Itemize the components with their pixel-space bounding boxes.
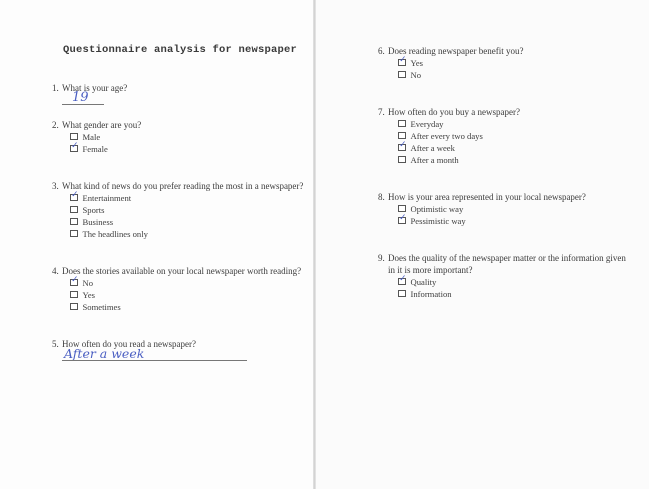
- option-benefit-no[interactable]: No: [398, 70, 421, 81]
- question-9: 9. Does the quality of the newspaper matter or the information given: [378, 253, 626, 263]
- checkbox-business[interactable]: [70, 218, 78, 226]
- checkbox-sports[interactable]: [70, 206, 78, 214]
- checkbox-after-a-week[interactable]: [398, 139, 407, 152]
- option-female[interactable]: ✓ Female: [71, 140, 108, 154]
- option-everyday[interactable]: Everyday: [398, 119, 443, 130]
- checkbox-after-a-month[interactable]: [398, 156, 406, 164]
- page-fold: [313, 0, 316, 489]
- option-after-a-week[interactable]: ✓ After a week: [399, 139, 455, 153]
- checkbox-female[interactable]: [70, 140, 79, 153]
- checkbox-benefit-yes[interactable]: [398, 54, 407, 67]
- right-page: [316, 0, 649, 489]
- frequency-answer: After a week: [64, 346, 145, 361]
- check-mark-icon: ✓: [71, 274, 79, 285]
- question-9-continued: in it is more important?: [388, 265, 473, 275]
- question-3: 3. What kind of news do you prefer reading the most in a newspaper?: [52, 181, 304, 191]
- question-8: 8. How is your area represented in your local newspaper?: [378, 192, 586, 202]
- question-5: 5. How often do you read a newspaper?: [52, 339, 196, 349]
- option-yes[interactable]: Yes: [70, 290, 95, 301]
- check-mark-icon: ✓: [399, 212, 407, 223]
- checkbox-pessimistic[interactable]: [398, 212, 407, 225]
- document-title: Questionnaire analysis for newspaper: [63, 44, 298, 56]
- checkbox-yes[interactable]: [70, 291, 78, 299]
- option-quality[interactable]: ✓ Quality: [399, 273, 437, 287]
- checkbox-every-two-days[interactable]: [398, 132, 406, 140]
- question-7: 7. How often do you buy a newspaper?: [378, 107, 520, 117]
- option-information[interactable]: Information: [398, 289, 452, 300]
- frequency-answer-line: [62, 360, 247, 361]
- checkbox-benefit-no[interactable]: [398, 71, 406, 79]
- question-1: 1. What is your age?: [52, 83, 128, 93]
- checkbox-no[interactable]: [70, 274, 79, 287]
- option-sometimes[interactable]: Sometimes: [70, 302, 121, 313]
- age-answer-line: [62, 104, 104, 105]
- option-pessimistic[interactable]: ✓ Pessimistic way: [399, 212, 466, 226]
- checkbox-sometimes[interactable]: [70, 303, 78, 311]
- question-6: 6. Does reading newspaper benefit you?: [378, 46, 524, 56]
- checkbox-everyday[interactable]: [398, 120, 406, 128]
- option-business[interactable]: Business: [70, 217, 113, 228]
- option-sports[interactable]: Sports: [70, 205, 104, 216]
- check-mark-icon: ✓: [399, 139, 407, 150]
- option-headlines-only[interactable]: The headlines only: [70, 229, 148, 240]
- option-male[interactable]: Male: [70, 132, 100, 143]
- option-entertainment[interactable]: ✓ Entertainment: [71, 189, 132, 203]
- checkbox-headlines-only[interactable]: [70, 230, 78, 238]
- option-no[interactable]: ✓ No: [71, 274, 94, 288]
- checkbox-quality[interactable]: [398, 273, 407, 286]
- option-benefit-yes[interactable]: ✓ Yes: [399, 54, 424, 68]
- checkbox-information[interactable]: [398, 290, 406, 298]
- checkbox-male[interactable]: [70, 133, 78, 141]
- question-4: 4. Does the stories available on your local newspaper worth reading?: [52, 266, 302, 276]
- option-every-two-days[interactable]: After every two days: [398, 131, 483, 142]
- left-page: [0, 0, 314, 489]
- option-after-a-month[interactable]: After a month: [398, 155, 459, 166]
- check-mark-icon: ✓: [71, 140, 79, 151]
- check-mark-icon: ✓: [71, 189, 79, 200]
- check-mark-icon: ✓: [399, 54, 407, 65]
- option-optimistic[interactable]: Optimistic way: [398, 204, 463, 215]
- age-answer: 19: [72, 90, 89, 105]
- question-2: 2. What gender are you?: [52, 120, 142, 130]
- check-mark-icon: ✓: [399, 273, 407, 284]
- checkbox-entertainment[interactable]: [70, 189, 79, 202]
- checkbox-optimistic[interactable]: [398, 205, 406, 213]
